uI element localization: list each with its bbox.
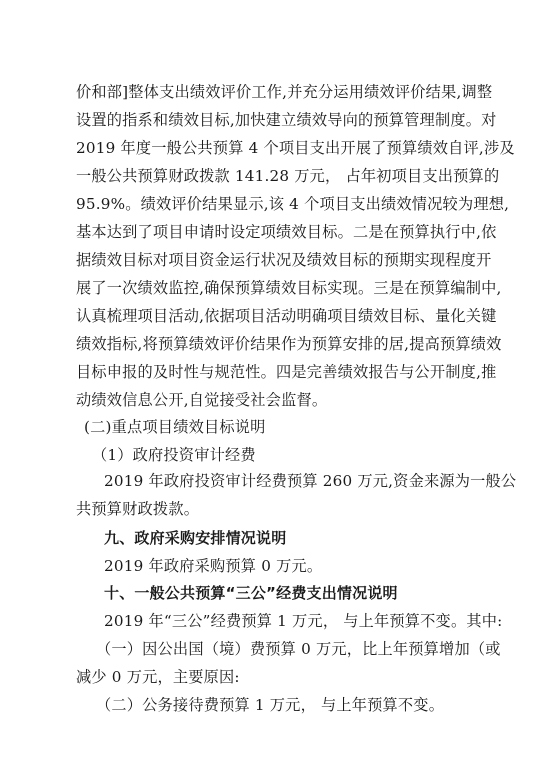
paragraph-line: 共预算财政拨款。 bbox=[76, 500, 200, 518]
paragraph-line: 2019 年度一般公共预算 4 个项目支出开展了预算绩效自评,涉及 bbox=[76, 139, 515, 157]
paragraph-line: 一般公共预算财政拨款 141.28 万元， 占年初项目支出预算的 bbox=[76, 167, 500, 185]
paragraph-line: 绩效指标,将预算绩效评价结果作为预算安排的居,提高预算绩效 bbox=[76, 335, 502, 353]
paragraph-line: 目标申报的及时性与规范性。四是完善绩效报告与公开制度,推 bbox=[76, 363, 497, 381]
paragraph-line: 减少 0 万元，主要原因: bbox=[76, 668, 240, 686]
paragraph-line: 展了一次绩效监控,确保预算绩效目标实现。三是在预算编制中, bbox=[76, 279, 502, 297]
paragraph-line: （二）公务接待费预算 1 万元， 与上年预算不变。 bbox=[96, 696, 445, 714]
paragraph-line: 据绩效目标对项目资金运行状况及绩效目标的预期实现程度开 bbox=[76, 251, 492, 269]
section-heading-procurement: 九、政府采购安排情况说明 bbox=[104, 529, 287, 547]
item-heading: （1）政府投资审计经费 bbox=[92, 446, 256, 464]
subsection-heading: (二)重点项目绩效目标说明 bbox=[84, 418, 266, 436]
paragraph-line: 2019 年政府投资审计经费预算 260 万元,资金来源为一般公 bbox=[104, 472, 517, 490]
paragraph-line: 95.9%。绩效评价结果显示,该 4 个项目支出绩效情况较为理想, bbox=[76, 195, 510, 213]
paragraph-line: 设置的指系和绩效目标,加快建立绩效导向的预算管理制度。对 bbox=[76, 111, 497, 129]
paragraph-line: 2019 年“三公”经费预算 1 万元， 与上年预算不变。其中: bbox=[104, 612, 503, 630]
section-heading-three-public: 十、一般公共预算“三公”经费支出情况说明 bbox=[104, 584, 398, 602]
paragraph-line: 2019 年政府采购预算 0 万元。 bbox=[104, 557, 323, 575]
paragraph-line: 认真梳理项目活动,依据项目活动明确项目绩效目标、量化关键 bbox=[76, 307, 497, 325]
paragraph-line: （一）因公出国（境）费预算 0 万元，比上年预算增加（或 bbox=[96, 640, 501, 658]
paragraph-line: 价和部]整体支出绩效评价工作,并充分运用绩效评价结果,调整 bbox=[76, 83, 493, 101]
paragraph-line: 基本达到了项目申请时设定项绩效目标。二是在预算执行中,依 bbox=[76, 223, 497, 241]
paragraph-line: 动绩效信息公开,自觉接受社会监督。 bbox=[76, 391, 328, 409]
